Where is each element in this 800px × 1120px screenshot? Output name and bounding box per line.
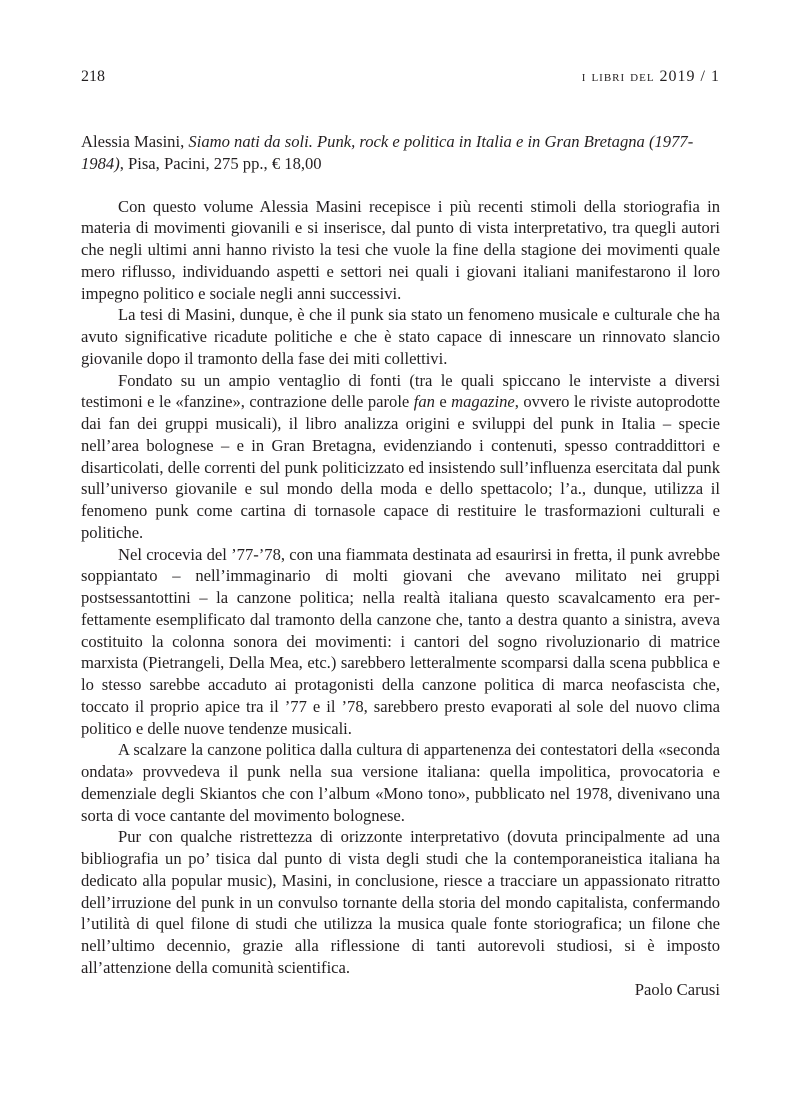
review-paragraph-4 (81, 544, 720, 740)
paragraph-text: La tesi di Masini, dunque, è che il punk sia stato un fenomeno musicale e culturale che ha avuto significative ricadute politiche e che è stato capace di innescare un rinnovato slancio giovanile dopo il tramonto della fase dei miti collettivi. (81, 305, 720, 368)
book-page (81, 0, 720, 1120)
paragraph-text: Con questo volume Alessia Masini recepisce i più recenti stimoli della storiografia in materia di movimenti giovanili e si inserisce, dal punto di vista interpretativo, tra quegli autori che negli ultimi anni hanno rivisto la tesi che vuole la fine della stagione dei movimenti quale mero riflusso, individuando aspetti e settori nei quali i giovani italiani manifestarono il loro impegno politico e sociale negli anni successivi. (81, 196, 720, 303)
review-paragraph-3 (81, 370, 720, 544)
citation-author: Alessia Masini, (81, 132, 185, 151)
journal-issue: i libri del 2019 / 1 (581, 68, 720, 85)
paragraph-text: Nel crocevia del ’77-’78, con una fiammata destinata ad esaurirsi in fretta, il punk avrebbe soppiantato – nell’immaginario di molti giovani che avevano militato nei gruppi postsessantottini – la canzone politica; nella realtà italiana questo scavalcamento era perfettamente esemplificato dal tramonto della canzone che, tanto a destra quanto a sinistra, aveva costituito la colonna sonora dei movimenti: i cantori del sogno rivoluzionario di matrice marxista (Pietrangeli, Della Mea, etc.) sarebbero letteralmente scomparsi dalla scena pubblica e lo stesso sarebbe accaduto ai protagonisti della canzone politica di marca neofascista che, toccato il proprio apice tra il ’77 e il ’78, sarebbero presto evaporati al sole del nuovo clima politico e delle nuove tendenze musicali. (81, 544, 720, 738)
page-number: 218 (81, 68, 105, 85)
review-paragraph-5 (81, 739, 720, 826)
review-paragraph-6 (81, 826, 720, 978)
paragraph-text: A scalzare la canzone politica dalla cultura di appartenenza dei contestatori della «seconda ondata» provvedeva il punk nella sua versione italiana: quella impolitica, provocatoria e demenziale degli Skiantos che con l’album «Mono tono», pubblicato nel 1978, divenivano una sorta di voce cantante del movimento bolognese. (81, 740, 720, 825)
reviewer-signature: Paolo Carusi (634, 979, 720, 999)
citation-publication: , Pisa, Pacini, 275 pp., € 18,00 (119, 153, 322, 173)
paragraph-text: Pur con qualche ristrettezza di orizzonte interpretativo (dovuta principalmente ad una bibliografia un po’ tisica dal punto di vista degli studi che la contemporaneistica italiana ha dedicato alla popular music), Masini, in conclusione, riesce a tracciare un appassionato ritratto dell’irruzione del punk in un convulso tornante della storia del mondo capitalista, confermando l’utilità di quel filone di studi che utilizza la musica quale fonte storiografica; un filone che nell’ultimo decennio, grazie alla riflessione di tanti autorevoli studiosi, si è imposto all’attenzione della comunità scientifica. (81, 827, 720, 977)
book-citation (81, 131, 720, 175)
paragraph-text: , ovvero le riviste autoprodotte dai fan dei gruppi musicali), il libro analizza origini e sviluppi del punk in Italia – specie nell’area bolognese – e in Gran Bretagna, evidenziando i contenuti, spesso contraddittori e disarticolati, delle correnti del punk politicizzato ed insistendo sull’influenza esercitata dal punk sull’universo giovanile e sul mondo della moda e dello spettacolo; l’a., dunque, utilizza il fenomeno punk come cartina di tornasole capace di restituire le trasformazioni culturali e politiche. (81, 392, 720, 542)
citation-title: Siamo nati da soli. Punk, rock e politica in Italia e in Gran Bretagna (1977-1984) (81, 132, 694, 173)
italic-term-fan: fan (413, 392, 435, 412)
paragraph-text: e (434, 392, 452, 412)
paragraph-text: Fondato su un ampio ventaglio di fonti (tra le quali spiccano le interviste a diversi testimoni e le «fanzine», contrazione delle parole (81, 370, 720, 412)
italic-term-magazine: magazine (451, 392, 515, 412)
review-paragraph-1 (81, 196, 720, 305)
book-review (81, 131, 720, 1000)
review-paragraph-2 (81, 304, 720, 369)
running-head (81, 66, 720, 88)
